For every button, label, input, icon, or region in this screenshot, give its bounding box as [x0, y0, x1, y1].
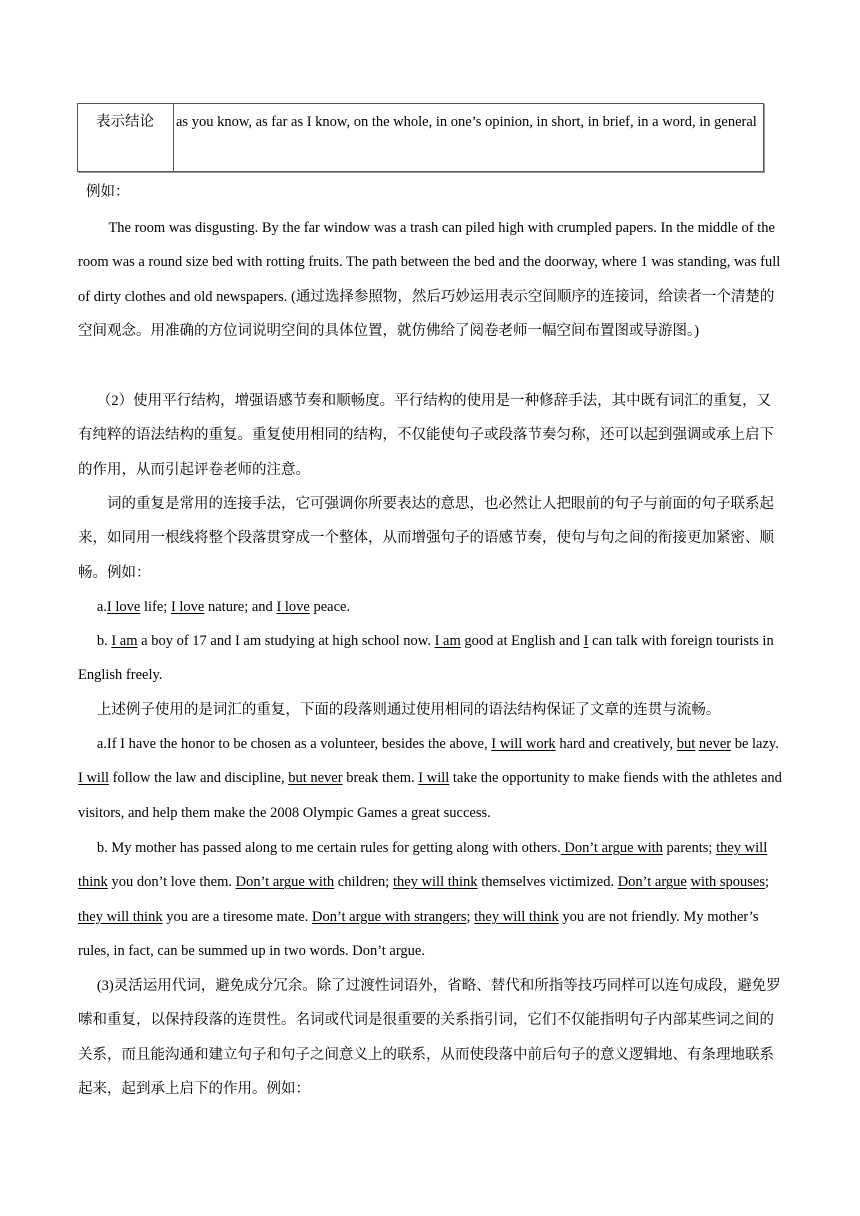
word-repetition-paragraph: 词的重复是常用的连接手法，它可强调你所要表达的意思，也必然让人把眼前的句子与前面的句子联系起来，如同用一根线将整个段落贯穿成一个整体，从而增强句子的语感节奏，使句与句之间的衔接更加紧密、顺畅。例如：	[78, 496, 774, 581]
example-room-paragraph	[78, 211, 782, 348]
transition-paragraph: 上述例子使用的是词汇的重复，下面的段落则通过使用相同的语法结构保证了文章的连贯与流畅。	[96, 702, 721, 718]
section-2-paragraph: （2）使用平行结构，增强语感节奏和顺畅度。平行结构的使用是一种修辞手法，其中既有词汇的重复，又有纯粹的语法结构的重复。重复使用相同的结构，不仅能使句子或段落节奏匀称，还可以起到强调或承上启下的作用，从而引起评卷老师的注意。	[78, 393, 774, 478]
conclusion-table	[77, 103, 764, 172]
table-value-cell: as you know, as far as I know, on the whole, in one’s opinion, in short, in brief, in a word, in general	[176, 114, 757, 130]
example-a1: a.I love life; I love nature; and I love peace.	[96, 599, 351, 615]
table-label-cell: 表示结论	[78, 104, 174, 171]
example-room-text: The room was disgusting. By the far window was a trash can piled high with crumpled papers. In the middle of the room was a round size bed with rotting fruits. The path between the bed and the doorway, where 1 was standing, was full of dirty clothes and old newspapers. (通过选择参照物，然后巧妙运用表示空间顺序的连接词，给读者一个清楚的空间观念。用准确的方位词说明空间的具体位置，就仿佛给了阅卷老师一幅空间布置图或导游图。)	[78, 220, 781, 339]
example-b1: b. I am a boy of 17 and I am studying at high school now. I am good at English and I can talk with foreign tourists in English freely.	[78, 633, 774, 684]
section-3-paragraph: (3)灵活运用代词，避免成分冗余。除了过渡性词语外，省略、替代和所指等技巧同样可以连句成段，避免罗嗦和重复，以保持段落的连贯性。名词或代词是很重要的关系指引词，它们不仅能指明句子内部某些词之间的关系，而且能沟通和建立句子和句子之间意义上的联系，从而使段落中前后句子的意义逻辑地、有条理地联系起来，起到承上启下的作用。例如：	[78, 978, 781, 1097]
example-label: 例如：	[86, 184, 130, 200]
example-a2: a.If I have the honor to be chosen as a volunteer, besides the above, I will work hard and creatively, but never be lazy. I will follow the law and discipline, but never break them. I will take the opportunity to make fiends with the athletes and visitors, and help them make the 2008 Olympic Games a great success.	[78, 736, 782, 821]
example-b2: b. My mother has passed along to me certain rules for getting along with others. Don’t argue with parents; they will think you don’t love them. Don’t argue with children; they will think themselves victimized. Don’t argue with spouses; they will think you are a tiresome mate. Don’t argue with strangers; they will think you are not friendly. My mother’s rules, in fact, can be summed up in two words. Don’t argue.	[78, 840, 770, 959]
